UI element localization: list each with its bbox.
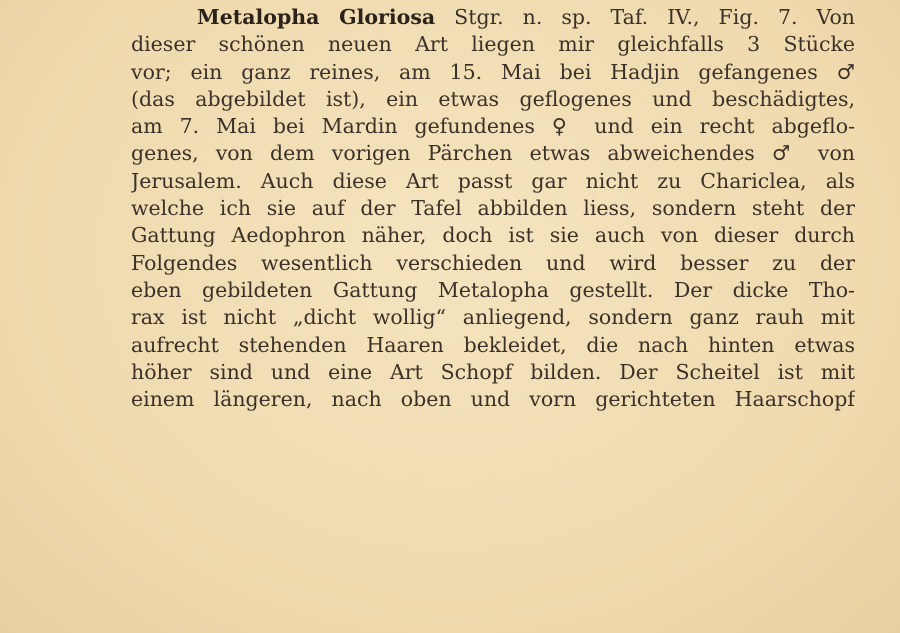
text-line-8: welche ich sie auf der Tafel abbilden liess, sondern steht der	[131, 196, 855, 221]
body-text	[131, 4, 855, 413]
text-line-12: rax ist nicht „dicht wollig“ anliegend, sondern ganz rauh mit	[131, 305, 855, 330]
text-line-13: aufrecht stehenden Haaren bekleidet, die nach hinten etwas	[131, 332, 855, 357]
text-line-6: genes, von dem vorigen Pärchen etwas abweichendes ♂ von	[131, 141, 855, 166]
text-line-1-rest: Stgr. n. sp. Taf. IV., Fig. 7. Von	[435, 5, 855, 29]
text-line-7: Jerusalem. Auch diese Art passt gar nicht zu Chariclea, als	[131, 168, 855, 193]
species-name: Metalopha Gloriosa	[197, 5, 436, 29]
text-line-9: Gattung Aedophron näher, doch ist sie auch von dieser durch	[131, 223, 855, 248]
text-line-3: vor; ein ganz reines, am 15. Mai bei Hadjin gefangenes ♂	[131, 59, 855, 84]
text-line-5: am 7. Mai bei Mardin gefundenes ♀ und ein recht abgeflo-	[131, 114, 855, 139]
text-line-4: (das abgebildet ist), ein etwas geflogenes und beschädigtes,	[131, 86, 855, 111]
text-line-11: eben gebildeten Gattung Metalopha gestellt. Der dicke Tho-	[131, 277, 855, 302]
text-line-2: dieser schönen neuen Art liegen mir gleichfalls 3 Stücke	[131, 32, 855, 57]
text-line-10: Folgendes wesentlich verschieden und wird besser zu der	[131, 250, 855, 275]
text-line-15: einem längeren, nach oben und vorn gerichteten Haarschopf	[131, 387, 855, 412]
text-line-14: höher sind und eine Art Schopf bilden. Der Scheitel ist mit	[131, 359, 855, 384]
text-line-1	[131, 4, 855, 31]
